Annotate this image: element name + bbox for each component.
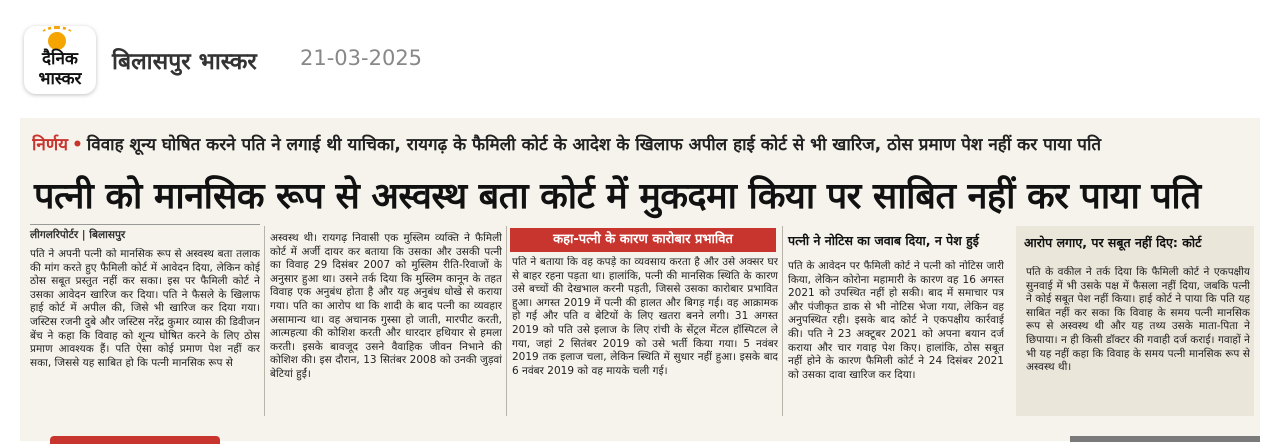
headline: पत्नी को मानसिक रूप से अस्वस्थ बता कोर्ट में मुकदमा किया पर साबित नहीं कर पाया पति: [34, 176, 1201, 217]
column-divider: [782, 226, 783, 416]
subhead-court-remark: आरोप लगाए, पर सबूत नहीं दिए: कोर्ट: [1024, 235, 1202, 250]
publication-name: बिलासपुर भास्कर: [112, 49, 257, 75]
article-column-2: अस्वस्थ थी। रायगढ़ निवासी एक मुस्लिम व्यक्ति ने फैमिली कोर्ट में अर्जी दायर कर बताया कि उसका और उसकी पत्नी का विवाह 29 दिसंबर 2007 को मुस्लिम रीति-रिवाजों के अनुसार हुआ था। उसने तर्क दिया कि मुस्लिम कानून के तहत विवाह एक अनुबंध होता है और यह अनुबंध धोखे से कराया गया। पति का आरोप था कि शादी के बाद पत्नी का व्यवहार असामान्य था। वह अचानक गुस्सा हो जाती, मारपीट करती, आत्महत्या की कोशिश करती और धारदार हथियार से हमला करती। इसके बावजूद उसने वैवाहिक जीवन निभाने की कोशिश की। इस दौरान, 13 सितंबर 2008 को उनकी जुड़वां बेटियां हुईं।: [270, 232, 502, 380]
kicker-bullet: •: [72, 135, 83, 155]
next-article-bar: [50, 436, 220, 444]
subhead-business-affected: कहा-पत्नी के कारण कारोबार प्रभावित: [510, 228, 776, 252]
column-divider: [506, 226, 507, 416]
publication-date: 21-03-2025: [300, 46, 423, 70]
newspaper-clipping: [20, 118, 1260, 441]
article-column-5: पति के वकील ने तर्क दिया कि फैमिली कोर्ट ने एकपक्षीय सुनवाई में भी उसके पक्ष में फैसला नहीं दिया, जबकि पत्नी ने कोई सबूत पेश नहीं किया। हाई कोर्ट ने पाया कि पति यह साबित नहीं कर सका कि विवाह के समय पत्नी मानसिक रूप से अस्वस्थ थी और यह तथ्य उसके माता-पिता ने छिपाया। न ही किसी डॉक्टर की गवाही दर्ज कराई। गवाहों ने भी यह नहीं कहा कि विवाह के समय पत्नी मानसिक रूप से अस्वस्थ थी।: [1026, 266, 1250, 374]
kicker-line: [32, 132, 1257, 155]
byline: लीगलरिपोर्टर | बिलासपुर: [30, 228, 260, 242]
article-column-4: पति के आवेदन पर फैमिली कोर्ट ने पत्नी को नोटिस जारी किया, लेकिन कोरोना महामारी के कारण वह 16 अगस्त 2021 को उपस्थित नहीं हो सकी। बाद में समाचार पत्र और पंजीकृत डाक से भी नोटिस भेजा गया, लेकिन वह अनुपस्थित रही। इसके बाद कोर्ट ने एकपक्षीय कार्रवाई की। पति ने 23 अक्टूबर 2021 को अपना बयान दर्ज कराया और चार गवाह पेश किए। हालांकि, ठोस सबूत नहीं होने के कारण फैमिली कोर्ट ने 24 दिसंबर 2021 को उसका दावा खारिज कर दिया।: [788, 260, 1004, 381]
dainik-bhaskar-logo[interactable]: [24, 26, 96, 94]
column-divider: [264, 226, 265, 416]
sun-icon: [48, 32, 66, 50]
next-article-gray-bar: [1070, 436, 1260, 442]
kicker-text: विवाह शून्य घोषित करने पति ने लगाई थी याचिका, रायगढ़ के फैमिली कोर्ट के आदेश के खिलाफ अपील हाई कोर्ट से भी खारिज, ठोस प्रमाण पेश नहीं कर पाया पति: [86, 135, 1102, 155]
logo-text-line1: दैनिक: [42, 49, 78, 69]
subhead-notice: पत्नी ने नोटिस का जवाब दिया, न पेश हुई: [788, 233, 979, 248]
publication-header: [0, 0, 1280, 118]
kicker-label: निर्णय: [32, 135, 68, 155]
article-column-1: पति ने अपनी पत्नी को मानसिक रूप से अस्वस्थ बता तलाक की मांग करते हुए फैमिली कोर्ट में आवेदन दिया, लेकिन कोई ठोस सबूत प्रस्तुत नहीं कर सका। इस पर फैमिली कोर्ट ने उसका आवेदन खारिज कर दिया। पति ने फैसले के खिलाफ हाई कोर्ट में अपील की, जिसे भी खारिज कर दिया गया। जस्टिस रजनी दुबे और जस्टिस नरेंद्र कुमार व्यास की डिवीजन बेंच ने कहा कि विवाह को शून्य घोषित करने के लिए ठोस प्रमाण आवश्यक हैं। पति ऐसा कोई प्रमाण पेश नहीं कर सका, जिससे यह साबित हो कि पत्नी मानसिक रूप से: [30, 248, 260, 369]
logo-text-line2: भास्कर: [38, 69, 82, 89]
article-column-3: पति ने बताया कि वह कपड़े का व्यवसाय करता है और उसे अक्सर घर से बाहर रहना पड़ता था। हालांकि, पत्नी की मानसिक स्थिति के कारण उसे बच्चों की देखभाल करनी पड़ती, जिससे उसका कारोबार प्रभावित हुआ। अगस्त 2019 में पत्नी की हालत और बिगड़ गई। वह आक्रामक हो गई और पति व बेटियों के लिए खतरा बनने लगी। 31 अगस्त 2019 को पति उसे इलाज के लिए रांची के सेंट्रल मेंटल हॉस्पिटल ले गया, जहां 2 सितंबर 2019 को उसे भर्ती किया गया। 5 नवंबर 2019 तक इलाज चला, लेकिन स्थिति में सुधार नहीं हुआ। इसके बाद 6 नवंबर 2019 को वह मायके चली गई।: [512, 256, 778, 377]
